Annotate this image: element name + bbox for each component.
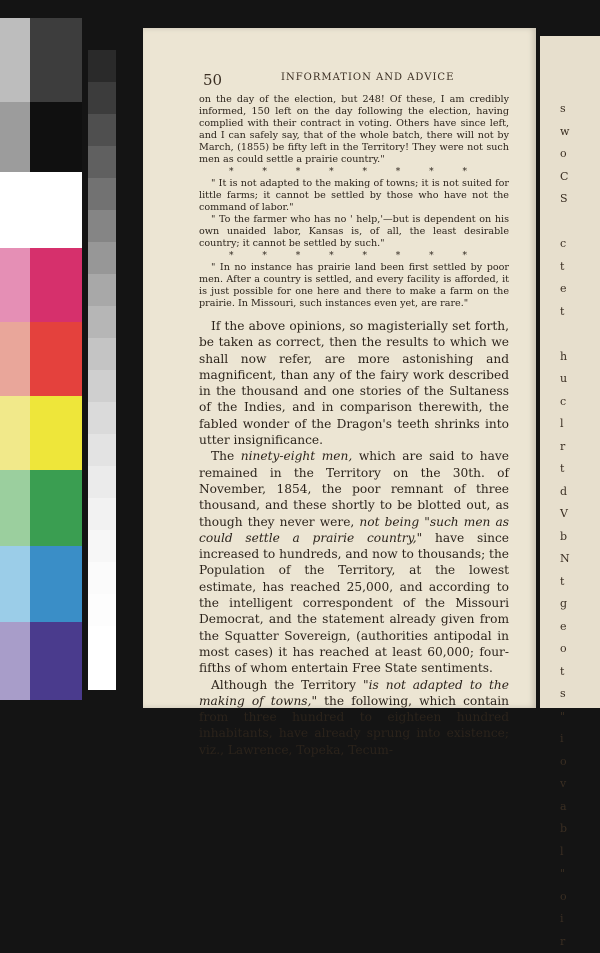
facing-page-fragment: V	[560, 503, 570, 526]
facing-page-fragment: w	[560, 121, 570, 144]
italic-text: is not adapted to the making of towns,	[199, 678, 509, 708]
quote-paragraph: on the day of the election, but 248! Of these, I am credibly informed, 150 left on the day following the election, having complied with their contract in voting. Others have since left, and I can safely say, that of the whole batch, there will not by March, (1855) be fifty left in the Territory! They were not such men as could settle a prairie country."	[199, 94, 509, 166]
facing-page-fragment: o	[560, 751, 570, 774]
facing-page-fragment: t	[560, 256, 570, 279]
quoted-passage	[199, 94, 509, 310]
facing-page-fragment: c	[560, 391, 570, 414]
quote-paragraph: " In no instance has prairie land been first settled by poor men. After a country is settled, and every facility is afforded, it is just possible for one here and there to make a farm on the prairie. In Missouri, such instances even yet, are rare."	[199, 262, 509, 310]
facing-page-fragment: h	[560, 346, 570, 369]
swatch-gray-dark	[30, 18, 82, 102]
facing-page-fragment: u	[560, 368, 570, 391]
quote-paragraph: " It is not adapted to the making of towns; it is not suited for little farms; it cannot be settled by those who have not the command of labor."	[199, 178, 509, 214]
swatch-yellow-light	[0, 396, 30, 470]
swatch-pink-light	[0, 248, 30, 322]
swatch-gray-mid	[0, 102, 30, 172]
swatch-green	[30, 470, 82, 546]
facing-page-fragment: o	[560, 638, 570, 661]
facing-page-fragment: C	[560, 166, 570, 189]
facing-page-fragment: s	[560, 683, 570, 706]
facing-page-fragment: r	[560, 931, 570, 953]
swatch-white	[0, 172, 82, 248]
facing-page-fragment: N	[560, 548, 570, 571]
swatch-salmon	[0, 322, 30, 396]
facing-page-fragment	[560, 211, 570, 234]
facing-page-fragment: g	[560, 593, 570, 616]
text-run: which are said to have remained in the Territory on the 30th. of November, 1854, the poor remnant of three thousand, and these shortly to be blotted out, as though they never were,	[199, 449, 509, 528]
swatch-magenta	[30, 248, 82, 322]
facing-page-fragment	[560, 323, 570, 346]
facing-page-fragment: a	[560, 796, 570, 819]
facing-page-text	[560, 98, 570, 953]
star-separator: * * * * * * * *	[229, 251, 509, 261]
text-run: Although the Territory "	[211, 678, 369, 692]
swatch-blue	[30, 546, 82, 622]
swatch-black	[30, 102, 82, 172]
grayscale-ramp	[88, 50, 116, 710]
facing-page-fragment: l	[560, 413, 570, 436]
facing-page-fragment: b	[560, 818, 570, 841]
page-header	[203, 70, 503, 89]
facing-page-fragment: v	[560, 773, 570, 796]
facing-page-fragment: t	[560, 301, 570, 324]
italic-text: ninety-eight men,	[241, 449, 352, 463]
quote-paragraph: " To the farmer who has no ' help,'—but is dependent on his own unaided labor, Kansas is, of all, the least desirable country; it cannot be settled by such."	[199, 214, 509, 250]
facing-page-fragment: o	[560, 886, 570, 909]
italic-text: not being "such men as could settle a prairie country,"	[199, 515, 509, 545]
swatch-gray-light	[0, 18, 30, 102]
facing-page-fragment: s	[560, 98, 570, 121]
swatch-cyan-light	[0, 546, 30, 622]
facing-page-fragment: S	[560, 188, 570, 211]
facing-page-fragment: t	[560, 571, 570, 594]
text-run: have since increased to hundreds, and now to thousands; the Population of the Territory, at the lowest estimate, has reached 25,000, and according to the intelligent correspondent of the Missouri Democrat, and the statement already given from the Squatter Sovereign, (authorities antipodal in most cases) it has reached at least 60,000; four-fifths of whom entertain Free State sentiments.	[199, 531, 509, 675]
facing-page	[540, 36, 600, 708]
facing-page-fragment: "	[560, 706, 570, 729]
swatch-yellow	[30, 396, 82, 470]
facing-page-fragment: t	[560, 661, 570, 684]
facing-page-fragment: e	[560, 278, 570, 301]
facing-page-fragment: i	[560, 908, 570, 931]
body-paragraph	[199, 448, 509, 676]
facing-page-fragment: r	[560, 436, 570, 459]
facing-page-fragment: i	[560, 728, 570, 751]
color-calibration-chart	[0, 18, 135, 700]
body-paragraph	[199, 677, 509, 758]
book-page	[143, 28, 536, 708]
text-run: The	[211, 449, 241, 463]
facing-page-fragment: l	[560, 841, 570, 864]
page-text	[199, 94, 509, 758]
running-head: INFORMATION AND ADVICE	[281, 72, 454, 83]
body-paragraph: If the above opinions, so magisterially set forth, be taken as correct, then the results to which we shall now refer, are more astonishing and magnificent, than any of the fairy work described in the thousand and one stories of the Sultaness of the Indies, and in comparison therewith, the fabled wonder of the Dragon's teeth shrinks into utter insignificance.	[199, 318, 509, 448]
swatch-purple	[30, 622, 82, 700]
facing-page-fragment: e	[560, 616, 570, 639]
facing-page-fragment: d	[560, 481, 570, 504]
facing-page-fragment: t	[560, 458, 570, 481]
facing-page-fragment: "	[560, 863, 570, 886]
body-text	[199, 318, 509, 758]
facing-page-fragment: c	[560, 233, 570, 256]
text-run: " the following, which contain from three hundred to eighteen hundred inhabitants, have already sprung into existence; viz., Lawrence, Topeka, Tecum-	[199, 694, 509, 757]
facing-page-fragment: b	[560, 526, 570, 549]
page-number: 50	[203, 71, 222, 89]
facing-page-fragment: o	[560, 143, 570, 166]
swatch-lavender	[0, 622, 30, 700]
swatch-green-light	[0, 470, 30, 546]
swatch-red	[30, 322, 82, 396]
star-separator: * * * * * * * *	[229, 167, 509, 177]
